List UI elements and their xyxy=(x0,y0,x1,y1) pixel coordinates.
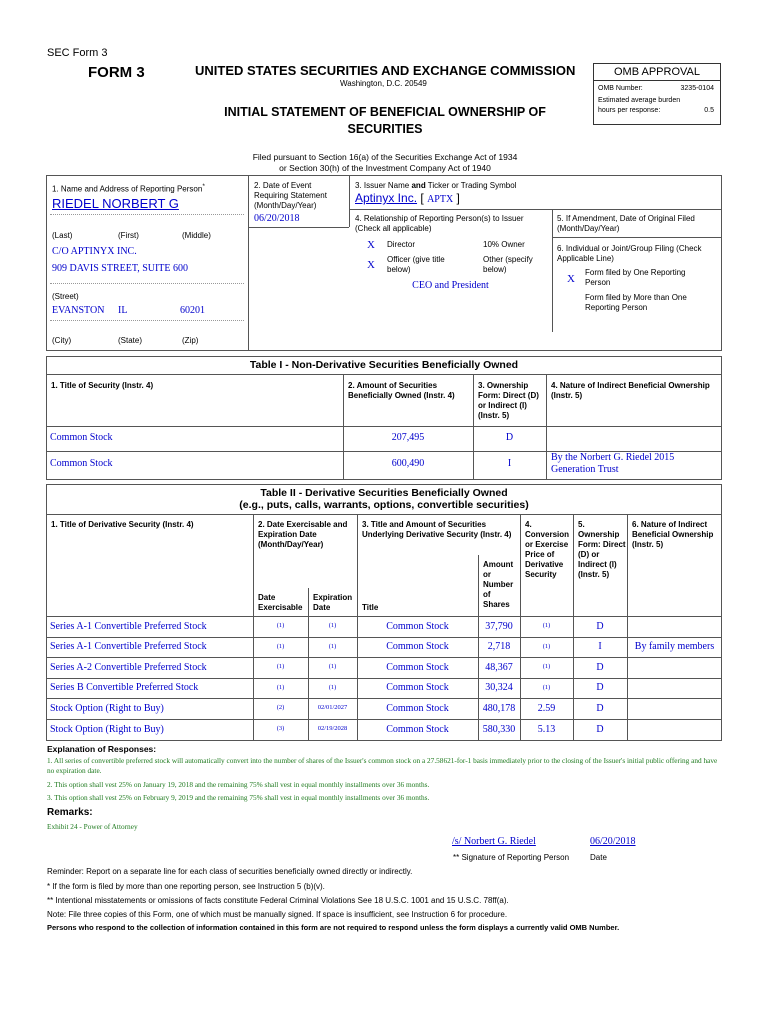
omb-number: 3235-0104 xyxy=(680,85,714,92)
issuer-name-row: Aptinyx Inc. [ APTX ] xyxy=(355,191,460,205)
ten-percent-owner-label: 10% Owner xyxy=(483,240,525,249)
zip-label: (Zip) xyxy=(182,336,199,345)
t1-header-amount: 2. Amount of Securities Beneficially Owned (Instr. 4) xyxy=(348,381,455,400)
t2-sub-title: Title xyxy=(362,603,379,612)
t2-row1-amt: 37,790 xyxy=(485,621,513,632)
signature-date: 06/20/2018 xyxy=(590,836,636,847)
t1-row1-form: D xyxy=(505,432,514,443)
t2-row2-date: (1) xyxy=(276,643,285,650)
t2-row3-exp: (1) xyxy=(328,663,337,670)
amendment-label: 5. If Amendment, Date of Original Filed (Month/Day/Year) xyxy=(557,214,695,233)
footer-note-star: * If the form is filed by more than one reporting person, see Instruction 5 (b)(v). xyxy=(47,882,325,891)
last-label: (Last) xyxy=(52,231,73,240)
t1-row2-amount: 600,490 xyxy=(391,458,425,469)
t2-sub-amount: Amount or Number of Shares xyxy=(483,560,514,609)
commission-city: Washington, D.C. 20549 xyxy=(340,79,427,88)
t2-row5-amt: 480,178 xyxy=(482,703,516,714)
t1-row2-form: I xyxy=(507,458,512,469)
t2-row4-date: (1) xyxy=(276,684,285,691)
t2-row3-date: (1) xyxy=(276,663,285,670)
t2-row4-amt: 30,324 xyxy=(485,682,513,693)
statement-title: INITIAL STATEMENT OF BENEFICIAL OWNERSHIP OF SECURITIES xyxy=(224,105,546,136)
t2-row5-utitle: Common Stock xyxy=(386,703,449,714)
table-2-title: Table II - Derivative Securities Beneficially Owned xyxy=(260,487,508,499)
t2-row2-amt: 2,718 xyxy=(487,641,511,652)
t2-row1-title: Series A-1 Convertible Preferred Stock xyxy=(50,621,207,632)
t2-row3-form: D xyxy=(596,662,604,673)
city-label: (City) xyxy=(52,336,72,345)
t2-header-ownership: 5. Ownership Form: Direct (D) or Indirect (I) (Instr. 5) xyxy=(578,520,626,579)
t2-header-conversion: 4. Conversion or Exercise Price of Derivative Security xyxy=(525,520,570,579)
t1-row2-nature: By the Norbert G. Riedel 2015 Generation Trust xyxy=(551,452,675,475)
state-value: IL xyxy=(118,305,128,316)
t2-row2-utitle: Common Stock xyxy=(386,641,449,652)
signature-label: ** Signature of Reporting Person xyxy=(453,853,570,862)
t2-sub-expiration: Expiration Date xyxy=(313,593,353,612)
t2-row3-amt: 48,367 xyxy=(485,662,513,673)
t2-row5-date: (2) xyxy=(276,704,285,711)
t2-row6-form: D xyxy=(596,724,604,735)
t2-row5-exp: 02/01/2027 xyxy=(317,704,348,711)
t2-row5-form: D xyxy=(596,703,604,714)
relationship-label: 4. Relationship of Reporting Person(s) to Issuer (Check all applicable) xyxy=(355,214,524,233)
street-label: (Street) xyxy=(52,292,79,301)
t1-header-nature: 4. Nature of Indirect Beneficial Ownership (Instr. 5) xyxy=(551,381,710,400)
middle-label: (Middle) xyxy=(182,231,211,240)
t2-row2-title: Series A-1 Convertible Preferred Stock xyxy=(50,641,207,652)
omb-number-label: OMB Number: xyxy=(598,85,643,92)
joint-filing-label: 6. Individual or Joint/Group Filing (Check Applicable Line) xyxy=(557,244,702,263)
explanation-note-3: 3. This option shall vest 25% on February 9, 2019 and the remaining 75% shall vest in equal monthly installments over 36 months. xyxy=(47,793,430,802)
t2-header-nature: 6. Nature of Indirect Beneficial Ownership (Instr. 5) xyxy=(632,520,714,549)
t2-row6-date: (3) xyxy=(276,725,285,732)
explanation-title: Explanation of Responses: xyxy=(47,744,157,754)
t2-row1-utitle: Common Stock xyxy=(386,621,449,632)
t2-row2-price: (1) xyxy=(542,643,551,650)
signature-value: /s/ Norbert G. Riedel xyxy=(452,836,536,847)
t2-header-dates: 2. Date Exercisable and Expiration Date (Month/Day/Year) xyxy=(258,520,348,549)
t2-sub-date-exercisable: Date Exercisable xyxy=(258,593,303,612)
hours-row xyxy=(594,104,720,114)
state-label: (State) xyxy=(118,336,143,345)
director-label: Director xyxy=(387,240,416,249)
t2-row4-exp: (1) xyxy=(328,684,337,691)
t2-row2-exp: (1) xyxy=(328,643,337,650)
t2-row4-title: Series B Convertible Preferred Stock xyxy=(50,682,199,693)
t2-row1-exp: (1) xyxy=(328,622,337,629)
address-line-1: C/O APTINYX INC. xyxy=(52,246,137,257)
remarks-title: Remarks: xyxy=(47,807,93,818)
one-person-checkbox[interactable]: X xyxy=(567,273,575,285)
sec-form-label: SEC Form 3 xyxy=(47,47,108,59)
t2-row6-title: Stock Option (Right to Buy) xyxy=(50,724,164,735)
issuer-name-label: 3. Issuer Name and Ticker or Trading Symbol xyxy=(355,181,517,190)
t2-row4-utitle: Common Stock xyxy=(386,682,449,693)
t2-row6-exp: 02/19/2028 xyxy=(317,725,348,732)
t2-row3-utitle: Common Stock xyxy=(386,662,449,673)
t2-row6-amt: 580,330 xyxy=(482,724,516,735)
t2-row3-title: Series A-2 Convertible Preferred Stock xyxy=(50,662,207,673)
t2-row3-price: (1) xyxy=(542,663,551,670)
reporting-person-name: RIEDEL NORBERT G xyxy=(52,196,179,211)
table-1-title: Table I - Non-Derivative Securities Beneficially Owned xyxy=(249,359,519,371)
t1-header-ownership: 3. Ownership Form: Direct (D) or Indirect (I) (Instr. 5) xyxy=(478,381,539,420)
omb-approval-box xyxy=(593,63,721,125)
issuer-name: Aptinyx Inc. xyxy=(355,191,418,205)
date-of-event-value: 06/20/2018 xyxy=(254,213,300,224)
officer-title: CEO and President xyxy=(412,280,489,291)
hours-value: 0.5 xyxy=(704,107,714,114)
director-checkbox[interactable]: X xyxy=(367,239,375,251)
t2-header-title: 1. Title of Derivative Security (Instr. 4) xyxy=(51,520,194,529)
form-number: FORM 3 xyxy=(88,64,145,81)
explanation-note-1: 1. All series of convertible preferred stock will automatically convert into the number of shares of the Issuer's common stock on a 27.58621-for-1 basis immediately prior to the closing of the Issuer's initial public offering and have no expiration date. xyxy=(47,756,718,775)
t2-row5-price: 2.59 xyxy=(537,703,556,714)
remarks-text: Exhibit 24 - Power of Attorney xyxy=(47,822,138,831)
filed-pursuant-2: or Section 30(h) of the Investment Company Act of 1940 xyxy=(279,163,491,173)
t2-row1-date: (1) xyxy=(276,622,285,629)
t2-row2-form: I xyxy=(598,641,602,652)
t1-row2-title: Common Stock xyxy=(50,458,113,469)
officer-label: Officer (give title below) xyxy=(387,255,445,274)
footer-omb-notice: Persons who respond to the collection of information contained in this form are not required to respond unless the form displays a currently valid OMB Number. xyxy=(47,923,620,932)
estimated-burden-label: Estimated average burden xyxy=(598,97,681,104)
officer-checkbox[interactable]: X xyxy=(367,259,375,271)
footer-file-copies: Note: File three copies of this Form, one of which must be manually signed. If space is insufficient, see Instruction 6 for procedure. xyxy=(47,910,508,919)
t1-header-title: 1. Title of Security (Instr. 4) xyxy=(51,381,154,390)
date-label: Date xyxy=(590,853,607,862)
date-of-event-label: 2. Date of Event Requiring Statement (Month/Day/Year) xyxy=(254,181,327,210)
hours-label: hours per response: xyxy=(598,107,661,114)
omb-number-row xyxy=(594,81,720,95)
t1-row1-title: Common Stock xyxy=(50,432,113,443)
city-value: EVANSTON xyxy=(52,305,105,316)
t2-row1-form: D xyxy=(596,621,604,632)
t2-header-underlying: 3. Title and Amount of Securities Underlying Derivative Security (Instr. 4) xyxy=(362,520,512,539)
zip-value: 60201 xyxy=(180,305,205,316)
form-filed-one-label: Form filed by One Reporting Person xyxy=(585,268,686,287)
filed-pursuant-1: Filed pursuant to Section 16(a) of the Securities Exchange Act of 1934 xyxy=(252,152,518,162)
t2-row5-title: Stock Option (Right to Buy) xyxy=(50,703,164,714)
footer-reminder: Reminder: Report on a separate line for each class of securities beneficially owned directly or indirectly. xyxy=(47,867,413,876)
issuer-ticker: APTX xyxy=(427,194,454,205)
t2-row4-form: D xyxy=(596,682,604,693)
omb-approval-title: OMB APPROVAL xyxy=(594,64,720,81)
t1-row1-amount: 207,495 xyxy=(391,432,425,443)
table-2-subtitle: (e.g., puts, calls, warrants, options, convertible securities) xyxy=(239,499,529,511)
footer-note-doublestar: ** Intentional misstatements or omissions of facts constitute Federal Criminal Violations See 18 U.S.C. 1001 and 15 U.S.C. 78ff(a). xyxy=(47,896,509,905)
commission-title: UNITED STATES SECURITIES AND EXCHANGE COMMISSION xyxy=(195,63,576,78)
other-label: Other (specify below) xyxy=(483,255,533,274)
explanation-note-2: 2. This option shall vest 25% on January 19, 2018 and the remaining 75% shall vest in equal monthly installments over 36 months. xyxy=(47,780,430,789)
address-line-2: 909 DAVIS STREET, SUITE 600 xyxy=(52,263,189,274)
form-filed-more-label: Form filed by More than One Reporting Person xyxy=(585,293,687,312)
t2-row1-price: (1) xyxy=(542,622,551,629)
t2-row2-nature: By family members xyxy=(634,641,715,652)
t2-row6-utitle: Common Stock xyxy=(386,724,449,735)
t2-row6-price: 5.13 xyxy=(537,724,556,735)
t2-row4-price: (1) xyxy=(542,684,551,691)
first-label: (First) xyxy=(118,231,139,240)
reporting-person-label: 1. Name and Address of Reporting Person* xyxy=(52,183,205,194)
